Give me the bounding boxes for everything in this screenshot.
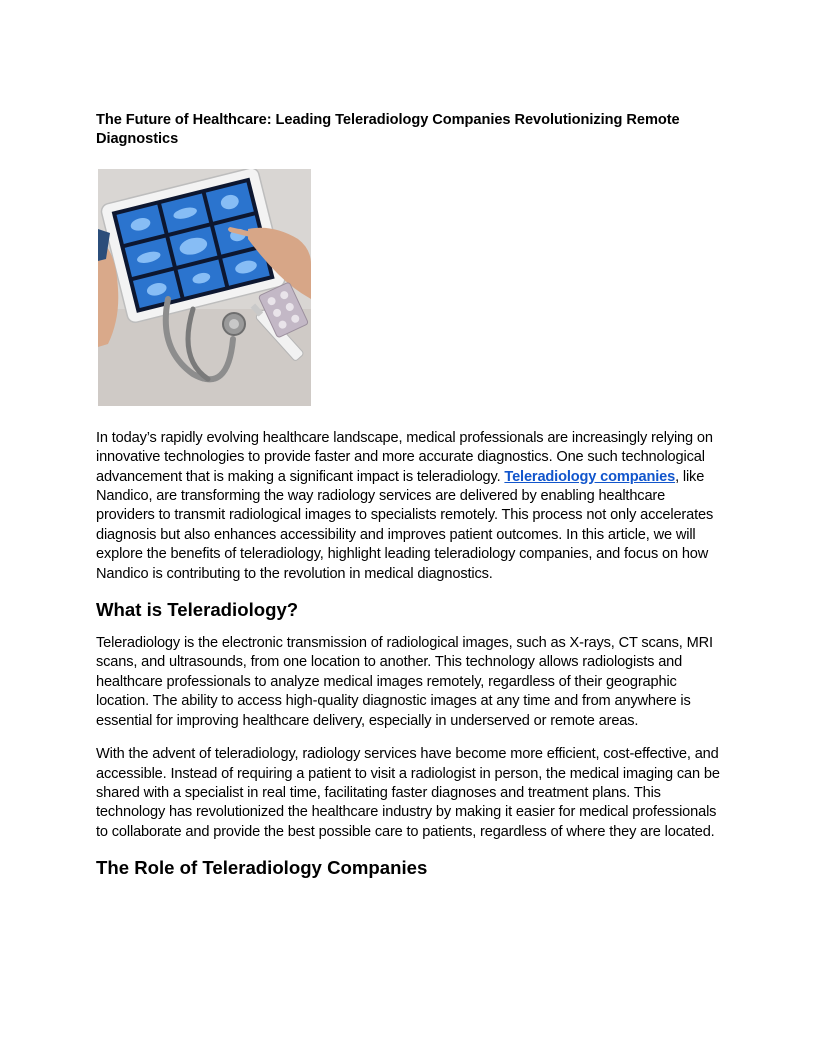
- document-page: [96, 111, 722, 892]
- section-heading-what-is: What is Teleradiology?: [96, 599, 299, 621]
- section1-paragraph-1: Teleradiology is the electronic transmission of radiological images, such as X-rays, CT scans, MRI scans, and ultrasounds, from one location to another. This technology allows radiologists and healthcare professionals to analyze medical images remotely, regardless of their geographic location. The ability to access high-quality diagnostic images at any time and from anywhere is essential for improving healthcare delivery, especially in underserved or remote areas.: [96, 635, 713, 729]
- intro-text-before-link: In today’s rapidly evolving healthcare landscape, medical professionals are increasingly relying on innovative technologies to provide faster and more accurate diagnostics. One such technological advancement that is making a significant impact is teleradiology.: [96, 429, 713, 485]
- intro-paragraph: [96, 429, 722, 584]
- intro-text-after-link: , like Nandico, are transforming the way radiology services are delivered by enabling healthcare providers to transmit radiological images to specialists remotely. This process not only accelerates diagnosis but also enhances accessibility and improves patient outcomes. In this article, we will explore the benefits of teleradiology, highlight leading teleradiology companies, and focus on how Nandico is contributing to the revolution in medical diagnostics.: [96, 468, 714, 582]
- document-title: The Future of Healthcare: Leading Teleradiology Companies Revolutionizing Remote Diagnostics: [96, 112, 680, 148]
- section-heading-role: The Role of Teleradiology Companies: [96, 857, 428, 879]
- tablet-xray-image: [98, 169, 311, 406]
- section1-paragraph-2: With the advent of teleradiology, radiology services have become more efficient, cost-effective, and accessible. Instead of requiring a patient to visit a radiologist in person, the medical imaging can be shared with a specialist in real time, facilitating faster diagnoses and treatment plans. This technology has revolutionized the healthcare industry by making it easier for medical professionals to collaborate and provide the best possible care to patients, regardless of where they are located.: [96, 746, 720, 840]
- teleradiology-companies-link[interactable]: Teleradiology companies: [504, 468, 676, 485]
